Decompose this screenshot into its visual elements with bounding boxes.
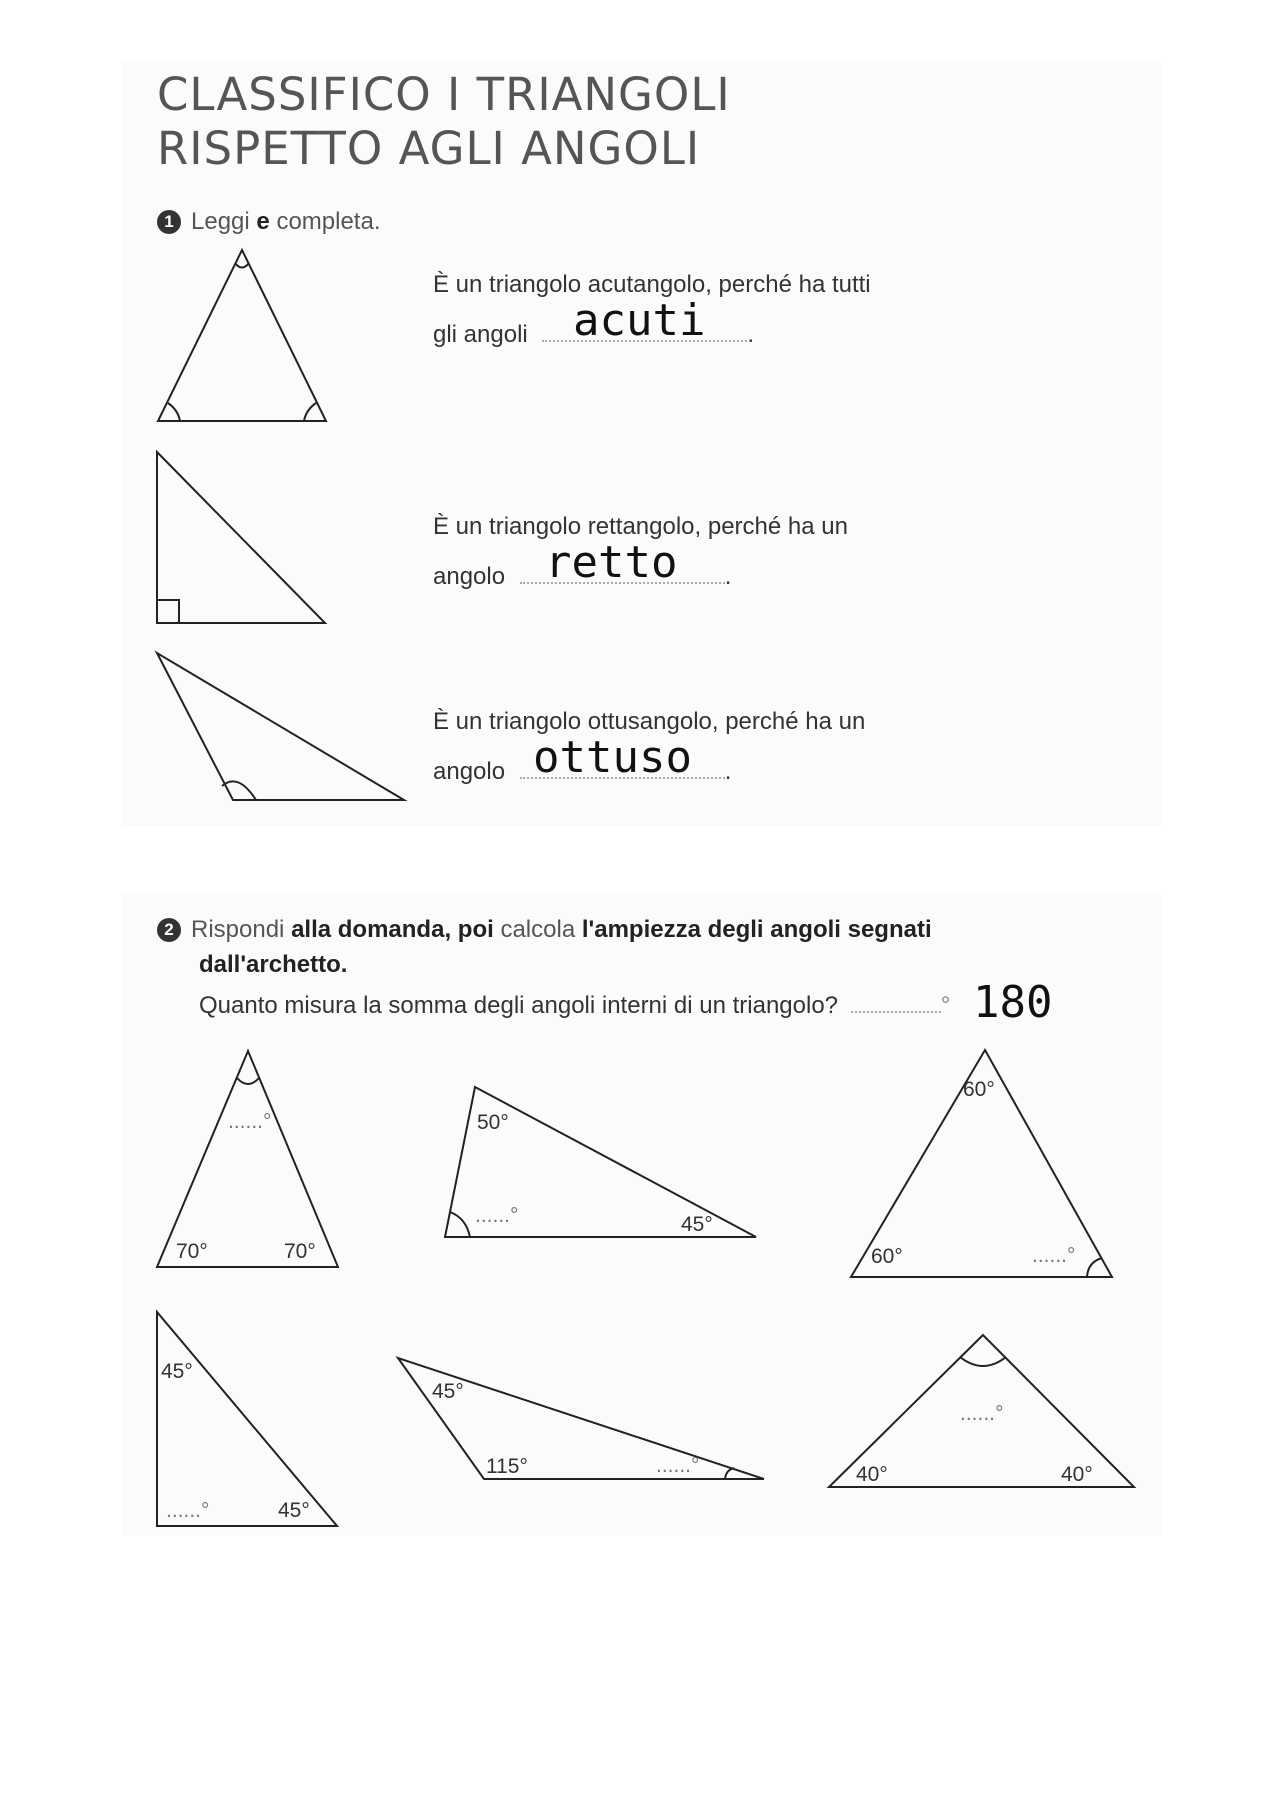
triangle-3-angle-b: 60° [871, 1245, 903, 1268]
question-degree: ° [940, 992, 951, 1019]
triangle-2-angle-b: 45° [681, 1213, 713, 1236]
instr-rest2: dall'archetto. [199, 951, 348, 978]
item-right-line1: È un triangolo rettangolo, perché ha un [433, 513, 848, 540]
question-text: Quanto misura la somma degli angoli interni di un triangolo? [199, 992, 839, 1019]
triangle-2-arc [450, 1212, 470, 1237]
instr-calcola: calcola [500, 916, 576, 943]
item-acute-line1: È un triangolo acutangolo, perché ha tutti [433, 271, 871, 298]
instr-rispondi: Rispondi [191, 916, 285, 943]
question-answer: 180 [973, 977, 1053, 1028]
instruction-complete: completa. [276, 208, 381, 235]
answer-right: retto [545, 537, 678, 588]
item-obtuse-prefix: angolo [433, 758, 506, 785]
triangle-5-angle-a: 45° [432, 1380, 464, 1403]
triangle-3-arc [1087, 1258, 1102, 1277]
triangle-1-blank: ......° [228, 1110, 272, 1133]
answer-acute: acuti [573, 295, 706, 346]
item-obtuse-line1: È un triangolo ottusangolo, perché ha un [433, 708, 866, 735]
triangle-6-blank: ......° [960, 1402, 1004, 1425]
triangle-4-angle-b: 45° [278, 1499, 310, 1522]
triangle-5-blank: ......° [656, 1454, 700, 1477]
triangle-4 [157, 1312, 337, 1526]
instr-poi: poi [457, 916, 494, 943]
triangle-6-angle-b: 40° [1061, 1463, 1093, 1486]
triangle-3-blank: ......° [1032, 1244, 1076, 1267]
triangle-4-angle-a: 45° [161, 1360, 193, 1383]
item-obtuse-suffix: . [724, 758, 732, 785]
instruction-and: e [256, 208, 270, 235]
triangle-2-blank: ......° [475, 1204, 519, 1227]
exercise-number-badge: 1 [157, 210, 181, 234]
triangle-1-angle-a: 70° [176, 1240, 208, 1263]
item-acute-suffix: . [747, 321, 755, 348]
triangle-1-arc [237, 1078, 259, 1084]
title-line-1: CLASSIFICO I TRIANGOLI [157, 68, 731, 121]
triangle-5-angle-b: 115° [486, 1455, 528, 1478]
instr-alla-domanda: alla domanda, [291, 916, 452, 943]
title-line-2: RISPETTO AGLI ANGOLI [157, 122, 701, 175]
instr-rest1: l'ampiezza degli angoli segnati [581, 916, 932, 943]
triangle-6-arc [960, 1357, 1006, 1366]
triangle-4-blank: ......° [166, 1499, 210, 1522]
triangle-3-angle-a: 60° [963, 1078, 995, 1101]
triangle-2-angle-a: 50° [477, 1111, 509, 1134]
answer-obtuse: ottuso [533, 732, 692, 783]
triangle-6-angle-a: 40° [856, 1463, 888, 1486]
triangle-1-angle-b: 70° [284, 1240, 316, 1263]
item-right-suffix: . [724, 563, 732, 590]
instruction-read: Leggi [191, 208, 250, 235]
exercise-number-badge-2: 2 [157, 918, 181, 942]
triangle-5 [398, 1358, 764, 1479]
item-right-prefix: angolo [433, 563, 506, 590]
item-acute-prefix: gli angoli [433, 321, 528, 348]
